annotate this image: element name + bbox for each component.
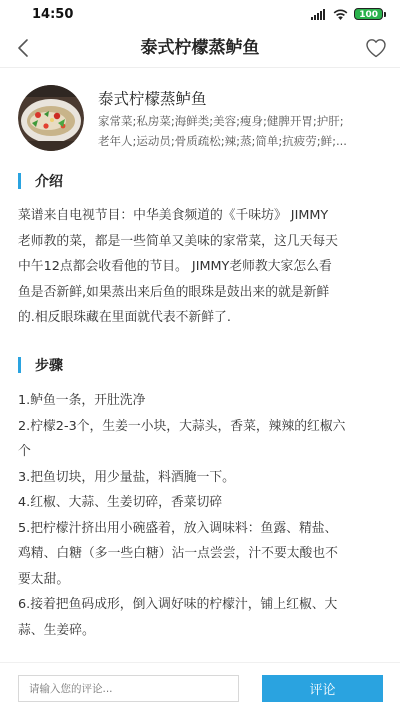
wifi-icon [333, 9, 348, 20]
step-line: 5.把柠檬汁挤出用小碗盛着，放入调味料：鱼露、精盐、 [18, 520, 338, 536]
status-icons [311, 8, 386, 20]
tag-line: 老年人;运动员;骨质疏松;辣;蒸;简单;抗疲劳;鲜;... [98, 134, 347, 148]
signal-icon [311, 9, 327, 20]
steps-text [18, 388, 384, 643]
intro-line: 老师教的菜，都是一些简单又美味的家常菜，这几天每天 [18, 233, 338, 249]
step-line: 3.把鱼切块，用少量盐，料酒腌一下。 [18, 469, 235, 485]
steps-section-title [18, 356, 63, 374]
intro-section-title [18, 172, 63, 190]
status-bar [0, 0, 400, 28]
intro-line: 鱼是否新鲜,如果蒸出来后鱼的眼珠是鼓出来的就是新鲜 [18, 284, 330, 300]
step-line: 要太甜。 [18, 571, 70, 587]
intro-line: 的.相反眼珠藏在里面就代表不新鲜了. [18, 310, 231, 325]
step-line: 2.柠檬2-3个，生姜一小块，大蒜头，香菜，辣辣的红椒六 [18, 418, 346, 434]
intro-text [18, 203, 384, 331]
battery-icon [354, 8, 386, 20]
chevron-left-icon[interactable] [12, 36, 36, 60]
page-title: 泰式柠檬蒸鲈鱼 [140, 38, 260, 58]
intro-line: 菜谱来自电视节目：中华美食频道的《千味坊》 JIMMY [18, 208, 329, 223]
intro-line: 中午12点都会收看他的节目。 JIMMY老师教大家怎么看 [18, 259, 332, 274]
battery-level: 100 [354, 8, 383, 20]
comment-bar [0, 662, 400, 710]
step-line: 1.鲈鱼一条，开肚洗净 [18, 393, 146, 408]
recipe-header [18, 85, 388, 153]
step-line: 6.接着把鱼码成形，倒入调好味的柠檬汁，铺上红椒、大 [18, 597, 338, 612]
section-accent-bar [18, 357, 21, 373]
step-line: 鸡精、白糖（多一些白糖）沾一点尝尝，汁不要太酸也不 [18, 546, 338, 561]
steps-title: 步骤 [35, 358, 63, 374]
recipe-thumbnail [18, 85, 84, 151]
intro-title: 介绍 [35, 174, 63, 190]
recipe-name: 泰式柠檬蒸鲈鱼 [98, 90, 207, 108]
heart-outline-icon[interactable] [364, 36, 388, 60]
tag-line: 家常菜;私房菜;海鲜类;美容;瘦身;健脾开胃;护肝; [98, 114, 344, 128]
step-line: 蒜、生姜碎。 [18, 622, 95, 638]
step-line: 个 [18, 444, 31, 459]
status-time: 14:50 [32, 6, 74, 22]
comment-input[interactable] [18, 675, 239, 702]
battery-tip [384, 12, 386, 17]
section-accent-bar [18, 173, 21, 189]
recipe-tags [98, 111, 382, 151]
nav-bar [0, 28, 400, 68]
comment-submit-button[interactable]: 评论 [262, 675, 383, 702]
step-line: 4.红椒、大蒜、生姜切碎，香菜切碎 [18, 495, 223, 510]
